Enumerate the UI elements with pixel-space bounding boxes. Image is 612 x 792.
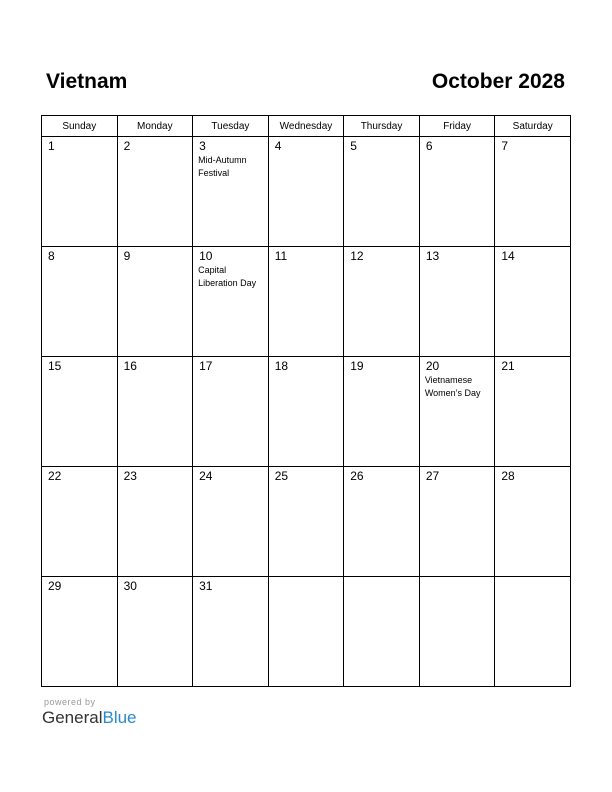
day-cell [419, 137, 495, 247]
day-cell-empty [495, 577, 571, 687]
day-cell [117, 247, 193, 357]
day-cell [495, 467, 571, 577]
day-number: 27 [425, 469, 440, 483]
weekday-header: Saturday [495, 116, 571, 137]
brand-name-part2: Blue [102, 708, 137, 727]
day-cell [419, 357, 495, 467]
day-number: 12 [350, 249, 364, 263]
weekday-header: Tuesday [193, 116, 269, 137]
day-number: 22 [48, 469, 62, 483]
powered-by-label: powered by [44, 697, 96, 707]
day-cell [193, 357, 269, 467]
day-cell [268, 357, 344, 467]
week-row [42, 357, 571, 467]
day-cell [268, 467, 344, 577]
day-cell [344, 247, 420, 357]
day-cell-empty [344, 577, 420, 687]
week-row [42, 137, 571, 247]
month-year-title: October 2028 [431, 70, 565, 93]
weekday-header: Friday [419, 116, 495, 137]
generalblue-logo[interactable] [42, 708, 137, 728]
day-cell [344, 467, 420, 577]
day-cell [495, 357, 571, 467]
day-number: 18 [274, 359, 289, 373]
day-cell [42, 247, 118, 357]
weekday-header-row [42, 116, 571, 137]
day-number: 29 [48, 579, 62, 593]
day-number: 11 [274, 249, 288, 263]
day-cell [268, 247, 344, 357]
day-cell [495, 137, 571, 247]
day-number: 2 [123, 139, 131, 153]
day-number: 7 [501, 139, 509, 153]
brand-name-part1: General [42, 708, 103, 727]
day-number: 13 [425, 249, 440, 263]
day-number: 30 [123, 579, 137, 593]
day-cell [42, 467, 118, 577]
day-number: 24 [199, 469, 213, 483]
day-number: 19 [350, 359, 364, 373]
day-cell [117, 357, 193, 467]
holiday-label: Capital Liberation Day [198, 265, 257, 288]
day-cell [42, 137, 118, 247]
weekday-header: Thursday [344, 116, 420, 137]
day-cell [193, 137, 269, 247]
day-number: 25 [274, 469, 289, 483]
day-cell [42, 357, 118, 467]
day-number: 10 [199, 249, 213, 263]
day-number: 3 [199, 139, 206, 153]
day-cell [344, 137, 420, 247]
country-title: Vietnam [46, 70, 128, 93]
day-number: 16 [123, 359, 137, 373]
day-number: 14 [501, 249, 515, 263]
day-cell [117, 137, 193, 247]
holiday-label: Mid-Autumn Festival [198, 155, 247, 178]
day-cell [419, 247, 495, 357]
day-number: 21 [501, 359, 515, 373]
day-number: 17 [199, 359, 213, 373]
day-number: 31 [199, 579, 213, 593]
weekday-header: Sunday [42, 116, 118, 137]
day-number: 8 [48, 249, 55, 263]
day-cell [193, 577, 269, 687]
day-number: 6 [425, 139, 433, 153]
day-number: 4 [274, 139, 282, 153]
calendar-grid [41, 115, 571, 687]
day-number: 15 [48, 359, 62, 373]
day-number: 28 [501, 469, 515, 483]
day-cell [419, 467, 495, 577]
day-number: 26 [350, 469, 364, 483]
weekday-header: Monday [117, 116, 193, 137]
day-number: 23 [123, 469, 137, 483]
weekday-header: Wednesday [268, 116, 344, 137]
day-cell [344, 357, 420, 467]
day-cell [193, 467, 269, 577]
day-cell-empty [268, 577, 344, 687]
day-cell [268, 137, 344, 247]
day-number: 9 [123, 249, 131, 263]
day-number: 1 [48, 139, 55, 153]
week-row [42, 577, 571, 687]
week-row [42, 247, 571, 357]
holiday-label: Vietnamese Women’s Day [424, 375, 481, 398]
week-row [42, 467, 571, 577]
day-number: 5 [350, 139, 357, 153]
day-number: 20 [425, 359, 440, 373]
day-cell-empty [419, 577, 495, 687]
day-cell [42, 577, 118, 687]
day-cell [117, 577, 193, 687]
day-cell [117, 467, 193, 577]
day-cell [495, 247, 571, 357]
day-cell [193, 247, 269, 357]
